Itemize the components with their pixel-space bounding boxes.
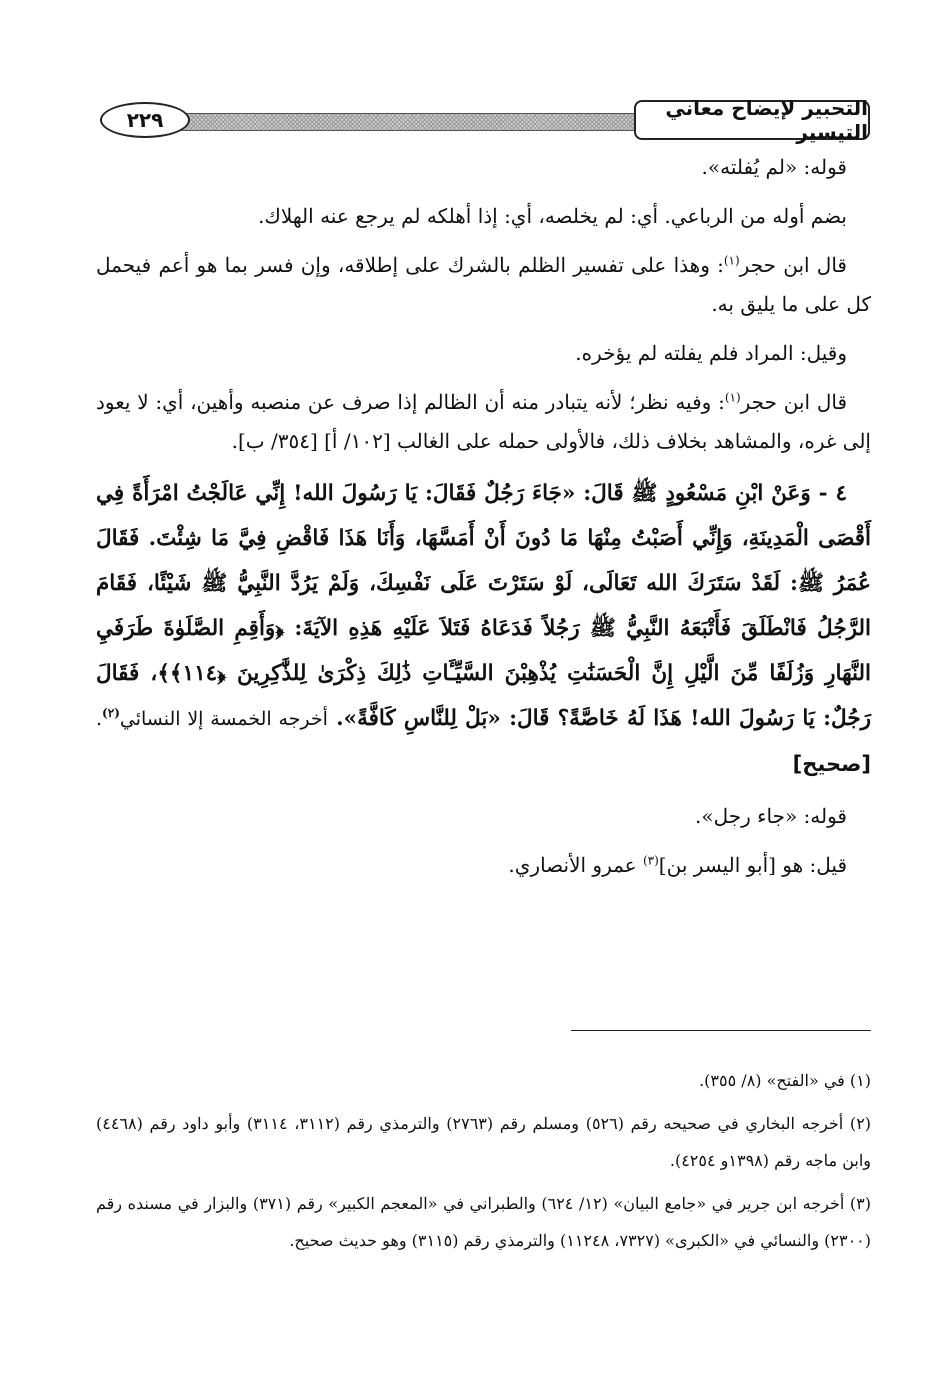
paragraph (96, 846, 871, 885)
footnote-ref: (١) (723, 253, 740, 268)
footnotes (96, 1062, 871, 1265)
paragraph (96, 246, 871, 324)
hadith-run: ، فَقَالَ رَجُلٌ: يَا رَسُولَ الله! هَذَا لَهُ خَاصَّةً؟ قَالَ: «بَلْ لِلنَّاسِ كَافَّةً». (96, 661, 871, 731)
paragraph: قوله: «جاء رجل». (694, 804, 847, 828)
footnote: (٣) أخرجه ابن جرير في «جامع البيان» (١٢/ ٦٢٤) والطبراني في «المعجم الكبير» رقم (٣٧١) والبزار في مسنده رقم (٢٣٠٠) والنسائي في «الكبرى» (٧٣٢٧، ١١٢٤٨) والترمذي رقم (٣١١٥) وهو حديث صحيح. (96, 1194, 871, 1250)
hadith-run: ٤ - وَعَنْ ابْنِ مَسْعُودٍ ﷺ قَالَ: «جَاءَ رَجُلٌ فَقَالَ: يَا رَسُولَ الله! إِنِّي عَالَجْتُ امْرَأَةً فِي أَقْصَى الْمَدِينَةِ، وَإِنِّي أَصَبْتُ مِنْهَا مَا دُونَ أَنْ أَمَسَّهَا، وَأَنَا هَذَا فَاقْضِ فِيَّ مَا شِئْتَ. فَقَالَ عُمَرُ ﷺ: لَقَدْ سَتَرَكَ الله تَعَالَى، لَوْ سَتَرْتَ عَلَى نَفْسِكَ، وَلَمْ يَرُدَّ النَّبِيُّ ﷺ شَيْئًا، فَقَامَ الرَّجُلُ فَانْطَلَقَ فَأَتْبَعَهُ النَّبِيُّ ﷺ رَجُلاً فَدَعَاهُ فَتَلاَ عَلَيْهِ هَذِهِ الآيَةَ: (96, 481, 871, 641)
text-run: قال ابن حجر (739, 253, 847, 277)
paragraph: قوله: «لم يُفلته». (701, 155, 847, 179)
hadith-grade: [صحيح] (792, 752, 871, 776)
footnote: (١) في «الفتح» (٨/ ٣٥٥). (699, 1071, 871, 1090)
text-run: عمرو الأنصاري. (508, 853, 643, 877)
text-run: : وهذا على تفسير الظلم بالشرك على إطلاقه، وإن فسر بما هو أعم فيحمل كل على ما يليق به. (96, 253, 871, 316)
hadith-source: أخرجه الخمسة إلا النسائي (119, 708, 328, 730)
hadith-text: ٤ - وَعَنْ ابْنِ مَسْعُودٍ ﷺ قَالَ: «جَاءَ رَجُلٌ فَقَالَ: يَا رَسُولَ الله! إِنِّي عَالَجْتُ امْرَأَةً فِي أَقْصَى الْمَدِينَةِ، وَإِنِّي أَصَبْتُ مِنْهَا مَا دُونَ أَنْ أَمَسَّهَا، وَأَنَا هَذَا فَاقْضِ فِيَّ مَا شِئْتَ. فَقَالَ عُمَرُ ﷺ: لَقَدْ سَتَرَكَ الله تَعَالَى، لَوْ سَتَرْتَ عَلَى نَفْسِكَ، وَلَمْ يَرُدَّ النَّبِيُّ ﷺ شَيْئًا، فَقَامَ الرَّجُلُ فَانْطَلَقَ فَأَتْبَعَهُ النَّبِيُّ ﷺ رَجُلاً فَدَعَاهُ فَتَلاَ عَلَيْهِ هَذِهِ الآيَةَ: ﴿وَأَقِمِ الصَّلَوٰةَ طَرَفَيِ النَّهَارِ وَزُلَفًا مِّنَ الَّيْلِ إِنَّ الْحَسَنَٰتِ يُذْهِبْنَ السَّيِّـَٔاتِ ذَٰلِكَ ذِكْرَىٰ لِلذَّٰكِرِينَ ﴿١١٤﴾﴾، فَقَالَ رَجُلٌ: يَا رَسُولَ الله! هَذَا لَهُ خَاصَّةً؟ قَالَ: «بَلْ لِلنَّاسِ كَافَّةً». أخرجه الخمسة إلا النسائي$^{(٢)}$. [صحيح] (96, 481, 872, 776)
text-run: قيل: هو [أبو اليسر بن] (658, 853, 847, 877)
text-run: : وفيه نظر؛ لأنه يتبادر منه أن الظالم إذا صرف عن منصبه وأهين، أي: لا يعود إلى غره، والمشاهد بخلاف ذلك، فالأولى حمله على الغالب [١٠٢/ أ] [٣٥٤/ ب]. (96, 390, 871, 453)
page-number: ٢٢٩ (100, 102, 190, 138)
paragraph (96, 383, 871, 461)
paragraph: بضم أوله من الرباعي. أي: لم يخلصه، أي: إذا أهلكه لم يرجع عنه الهلاك. (258, 204, 847, 228)
main-text (96, 148, 871, 895)
running-header (100, 96, 870, 144)
header-ornament-band (150, 113, 640, 131)
paragraph: وقيل: المراد فلم يفلته لم يؤخره. (575, 341, 847, 365)
footnote: (٢) أخرجه البخاري في صحيحه رقم (٥٢٦) ومسلم رقم (٢٧٦٣) والترمذي رقم (٣١١٢، ٣١١٤) وأبو داود رقم (٤٤٦٨) وابن ماجه رقم (١٣٩٨و ٤٢٥٤). (96, 1114, 872, 1170)
footnote-ref: (٢) (102, 705, 120, 720)
footnote-divider (571, 1030, 871, 1031)
footnote-ref: (٣) (642, 853, 659, 868)
footnote-ref: (١) (724, 390, 741, 405)
text-run: قال ابن حجر (740, 390, 848, 414)
quran-verse: ﴿وَأَقِمِ الصَّلَوٰةَ طَرَفَيِ النَّهَارِ وَزُلَفًا مِّنَ الَّيْلِ إِنَّ الْحَسَنَٰتِ يُذْهِبْنَ السَّيِّـَٔاتِ ذَٰلِكَ ذِكْرَىٰ لِلذَّٰكِرِينَ ﴿١١٤﴾﴾ (96, 616, 872, 686)
book-title: التحبير لإيضاح معاني التيسير (634, 100, 870, 140)
